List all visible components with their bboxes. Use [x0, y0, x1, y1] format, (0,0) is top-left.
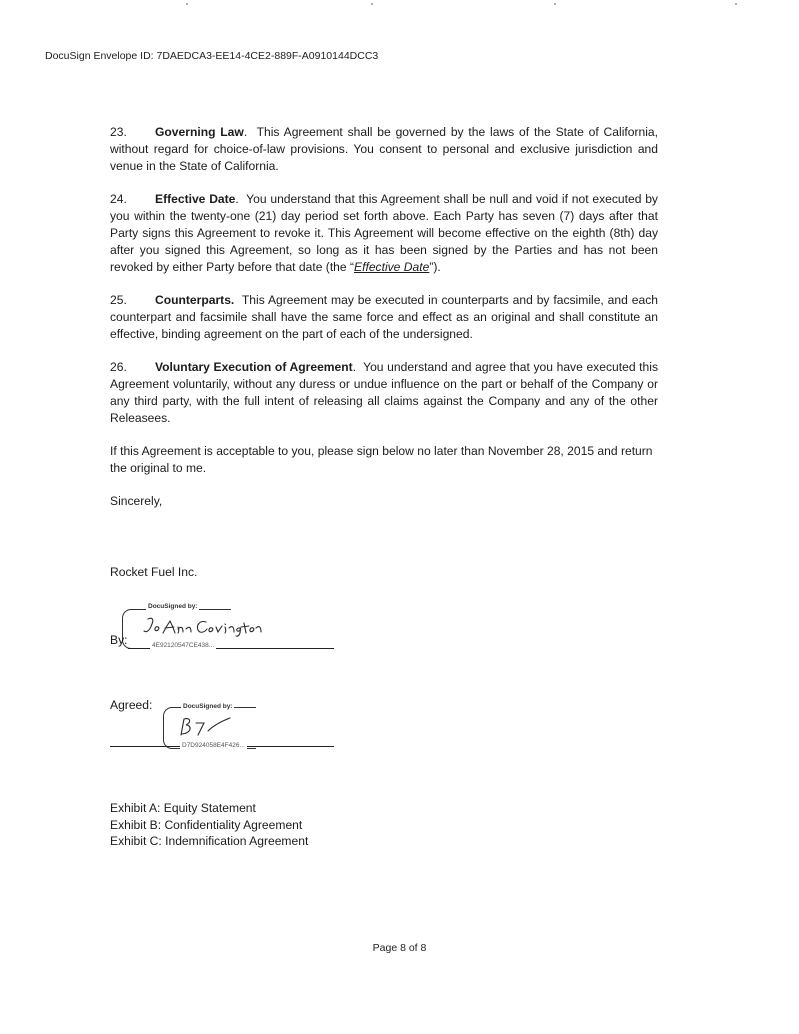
scan-speck: [371, 3, 373, 5]
section-text: You understand that this Agreement shall be null and void if not executed by you within the twenty-one (21) day period set forth above. Each Party has seven (7) days after that Party signs this Agreement to revoke it. This Agreement will become effective on the eighth (8th) day after you signed this Agreement, so long as it has been signed by the Parties and has not been revoked by either Party before that date (the “: [110, 192, 658, 274]
docusigned-by-label: DocuSigned by:: [183, 703, 233, 710]
salutation: Sincerely,: [110, 494, 163, 508]
section-number: 24.: [110, 192, 127, 206]
defined-term-effective-date: Effective Date: [354, 260, 430, 274]
agreement-body: [110, 124, 658, 526]
section-text: This Agreement may be executed in counterparts and by facsimile, and each counterpart and facsimile shall have the same force and effect as an original and shall constitute an effective, binding agreement on the part of each of the undersigned.: [110, 293, 658, 341]
employee-signature-id: D7D924058E4F426...: [182, 742, 245, 749]
docusigned-by-label: DocuSigned by:: [148, 603, 198, 610]
heading-punct: .: [243, 125, 248, 139]
agreed-label: Agreed:: [110, 698, 153, 712]
company-signature-id: 4E92120547CE438...: [152, 642, 215, 649]
section-heading: Voluntary Execution of Agreement: [155, 360, 353, 374]
section-heading: Counterparts.: [155, 293, 235, 307]
exhibit-item: Exhibit A: Equity Statement: [110, 801, 256, 815]
section-heading: Effective Date: [155, 192, 236, 206]
section-number: 25.: [110, 293, 127, 307]
exhibit-item: Exhibit C: Indemnification Agreement: [110, 834, 309, 848]
by-label: By:: [110, 633, 128, 647]
docusign-envelope-id: DocuSign Envelope ID: 7DAEDCA3-EE14-4CE2-889F-A0910144DCC3: [45, 50, 379, 62]
employee-signature: [178, 713, 242, 739]
section-24: [110, 191, 658, 276]
section-23: [110, 124, 658, 175]
acceptance-text: If this Agreement is acceptable to you, please sign below no later than November 28, 2015 and return the original to me.: [110, 444, 653, 475]
section-heading: Governing Law: [155, 125, 244, 139]
heading-punct: .: [235, 192, 239, 206]
exhibit-list: [110, 800, 308, 850]
exhibit-item: Exhibit B: Confidentiality Agreement: [110, 817, 303, 832]
section-text: You understand and agree that you have executed this Agreement voluntarily, without any duress or undue influence on the part or behalf of the Company or any third party, with the full intent of releasing all claims against the Company and any of the other Releasees.: [110, 360, 658, 425]
scan-speck: [735, 3, 737, 5]
company-name: Rocket Fuel Inc.: [110, 565, 198, 579]
heading-punct: .: [352, 360, 357, 374]
scan-speck: [554, 3, 556, 5]
section-26: [110, 359, 658, 427]
section-25: [110, 292, 658, 343]
page-number: Page 8 of 8: [372, 942, 427, 954]
section-text: This Agreement shall be governed by the laws of the State of California, without regard for choice-of-law provisions. You consent to personal and exclusive jurisdiction and venue in the State of California.: [110, 125, 658, 173]
company-signature: [142, 615, 262, 637]
scan-speck: [186, 3, 188, 5]
section-number: 23.: [110, 125, 127, 139]
section-text-end: ”).: [429, 260, 441, 274]
section-number: 26.: [110, 360, 127, 374]
